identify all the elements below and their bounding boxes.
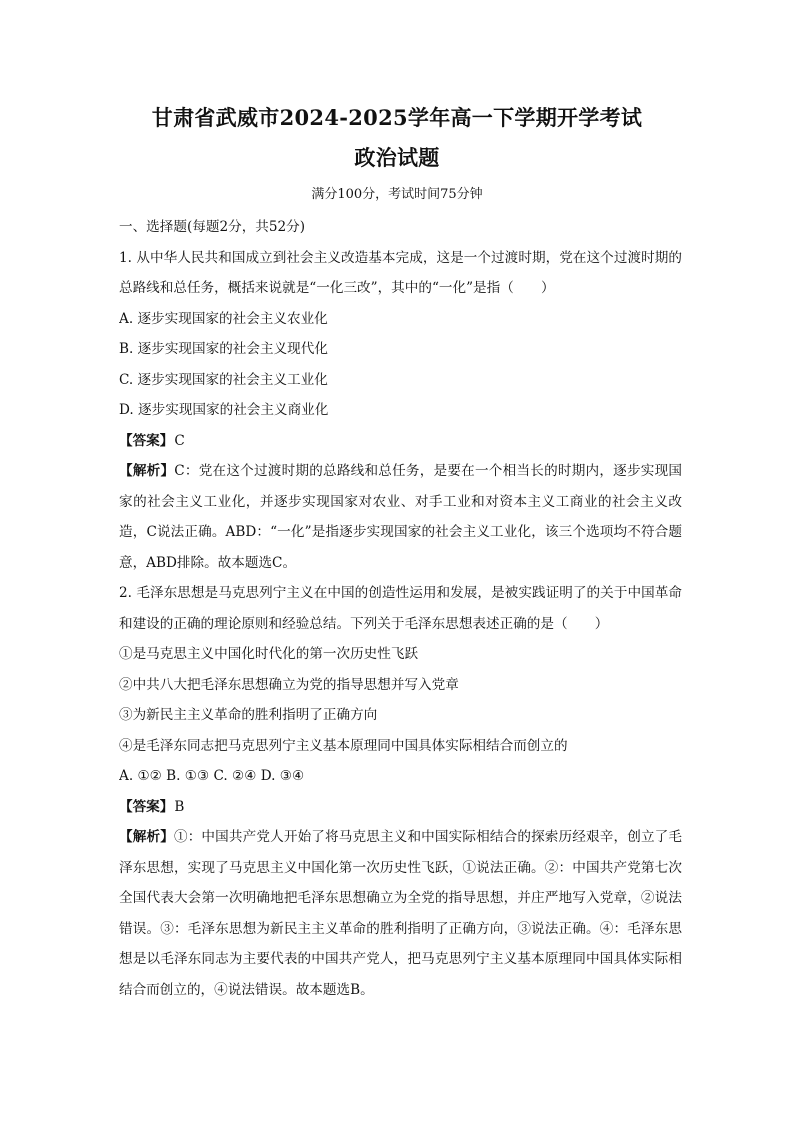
question-1-option-c: C. 逐步实现国家的社会主义工业化 bbox=[119, 371, 328, 388]
answer-label: 【答案】 bbox=[119, 798, 174, 815]
exam-info: 满分100分，考试时间75分钟 bbox=[311, 187, 483, 202]
question-1-option-b: B. 逐步实现国家的社会主义现代化 bbox=[119, 341, 328, 357]
question-1-option-d: D. 逐步实现国家的社会主义商业化 bbox=[119, 402, 329, 418]
question-2-statement-1: ①是马克思主义中国化时代化的第一次历史性飞跃 bbox=[119, 646, 419, 662]
question-2-statement-4: ④是毛泽东同志把马克思列宁主义基本原理同中国具体实际相结合而创立的 bbox=[119, 737, 568, 754]
question-1-answer bbox=[119, 426, 682, 457]
analysis-text: ①：中国共产党人开始了将马克思主义和中国实际相结合的探索历经艰辛，创立了毛泽东思想，实现了马克思主义中国化第一次历史性飞跃，①说法正确。②：中国共产党第七次全国代表大会第一次明确地把毛泽东思想确立为全党的指导思想，并庄严地写入党章，②说法错误。③：毛泽东思想为新民主主义革命的胜利指明了正确方向，③说法正确。④：毛泽东思想是以毛泽东同志为主要代表的中国共产党人，把马克思列宁主义基本原理同中国具体实际相结合而创立的，④说法错误。故本题选B。 bbox=[119, 829, 683, 998]
analysis-label: 【解析】 bbox=[119, 463, 175, 479]
question-1-analysis bbox=[119, 456, 682, 578]
question-2-analysis bbox=[119, 822, 682, 1005]
exam-title: 甘肃省武威市2024-2025学年高一下学期开学考试 bbox=[151, 105, 643, 130]
question-2-statement-2: ②中共八大把毛泽东思想确立为党的指导思想并写入党章 bbox=[119, 676, 459, 693]
answer-label: 【答案】 bbox=[119, 432, 174, 449]
question-1-option-a: A. 逐步实现国家的社会主义农业化 bbox=[119, 310, 328, 327]
section-heading: 一、选择题(每题2分，共52分) bbox=[119, 219, 306, 235]
question-2-statement-3: ③为新民主主义革命的胜利指明了正确方向 bbox=[119, 707, 378, 723]
exam-content bbox=[119, 212, 682, 1005]
exam-subject: 政治试题 bbox=[354, 145, 440, 170]
question-2-stem: 2. 毛泽东思想是马克思列宁主义在中国的创造性运用和发展，是被实践证明了的关于中国革命和建设的正确的理论原则和经验总结。下列关于毛泽东思想表述正确的是（ ） bbox=[119, 585, 682, 632]
analysis-label: 【解析】 bbox=[119, 829, 174, 845]
answer-value: B bbox=[174, 798, 185, 815]
analysis-text: C：党在这个过渡时期的总路线和总任务，是要在一个相当长的时期内，逐步实现国家的社会主义工业化，并逐步实现国家对农业、对手工业和对资本主义工商业的社会主义改造，C说法正确。ABD：“一化”是指逐步实现国家的社会主义工业化，该三个选项均不符合题意，ABD排除。故本题选C。 bbox=[119, 463, 682, 571]
question-2-answer bbox=[119, 792, 682, 823]
answer-value: C bbox=[174, 432, 185, 449]
question-1-stem: 1. 从中华人民共和国成立到社会主义改造基本完成，这是一个过渡时期，党在这个过渡时期的总路线和总任务，概括来说就是“一化三改”，其中的“一化”是指（ ） bbox=[119, 249, 682, 296]
question-2-options: A. ①② B. ①③ C. ②④ D. ③④ bbox=[119, 768, 305, 784]
